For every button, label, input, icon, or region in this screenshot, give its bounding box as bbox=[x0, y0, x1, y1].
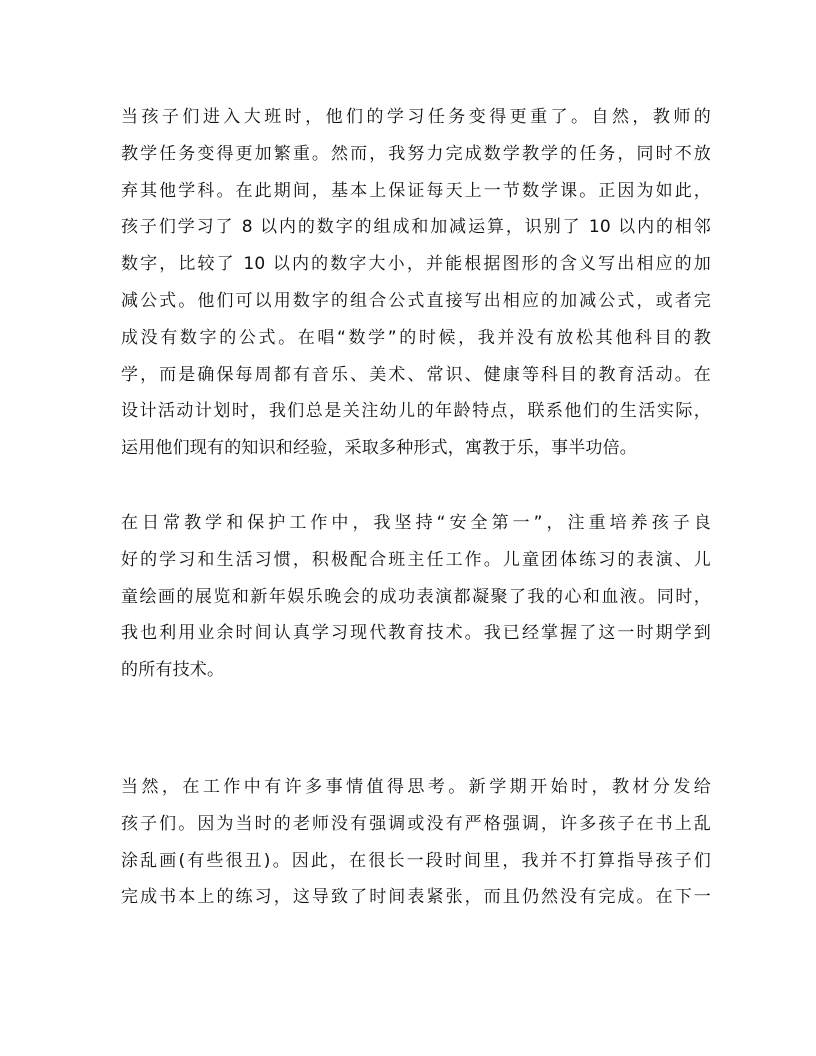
paragraph-line: 数字，比较了 10 以内的数字大小，并能根据图形的含义写出相应的加 bbox=[121, 254, 711, 275]
paragraph-line: 童绘画的展览和新年娱乐晚会的成功表演都凝聚了我的心和血液。同时， bbox=[121, 586, 711, 607]
paragraph-line: 减公式。他们可以用数字的组合公式直接写出相应的加减公式，或者完 bbox=[121, 290, 711, 311]
paragraph-2 bbox=[121, 505, 711, 689]
paragraph-line: 好的学习和生活习惯，积极配合班主任工作。儿童团体练习的表演、儿 bbox=[121, 549, 711, 570]
paragraph-line: 当孩子们进入大班时，他们的学习任务变得更重了。自然，教师的 bbox=[121, 107, 711, 127]
paragraph-line: 当然，在工作中有许多事情值得思考。新学期开始时，教材分发给 bbox=[121, 777, 711, 797]
paragraph-line: 孩子们。因为当时的老师没有强调或没有严格强调，许多孩子在书上乱 bbox=[121, 813, 711, 834]
paragraph-line: 孩子们学习了 8 以内的数字的组成和加减运算，识别了 10 以内的相邻 bbox=[121, 217, 711, 238]
paragraph-1 bbox=[121, 99, 711, 467]
paragraph-3 bbox=[121, 769, 711, 916]
paragraph-line: 设计活动计划时，我们总是关注幼儿的年龄特点，联系他们的生活实际， bbox=[121, 401, 711, 422]
paragraph-line: 教学任务变得更加繁重。然而，我努力完成数学教学的任务，同时不放 bbox=[121, 143, 711, 164]
paragraph-line: 弃其他学科。在此期间，基本上保证每天上一节数学课。正因为如此， bbox=[121, 180, 711, 201]
paragraph-line: 学，而是确保每周都有音乐、美术、常识、健康等科目的教育活动。在 bbox=[121, 364, 711, 385]
paragraph-line: 的所有技术。 bbox=[121, 660, 225, 681]
paragraph-line: 我也利用业余时间认真学习现代教育技术。我已经掌握了这一时期学到 bbox=[121, 623, 711, 644]
paragraph-line: 运用他们现有的知识和经验，采取多种形式，寓教于乐，事半功倍。 bbox=[121, 438, 637, 459]
paragraph-line: 成没有数字的公式。在唱“数学”的时候，我并没有放松其他科目的教 bbox=[121, 327, 711, 348]
paragraph-line: 在日常教学和保护工作中，我坚持“安全第一”，注重培养孩子良 bbox=[121, 513, 711, 533]
paragraph-line: 完成书本上的练习，这导致了时间表紧张，而且仍然没有完成。在下一 bbox=[121, 887, 711, 908]
paragraph-line: 涂乱画(有些很丑)。因此，在很长一段时间里，我并不打算指导孩子们 bbox=[121, 850, 711, 871]
